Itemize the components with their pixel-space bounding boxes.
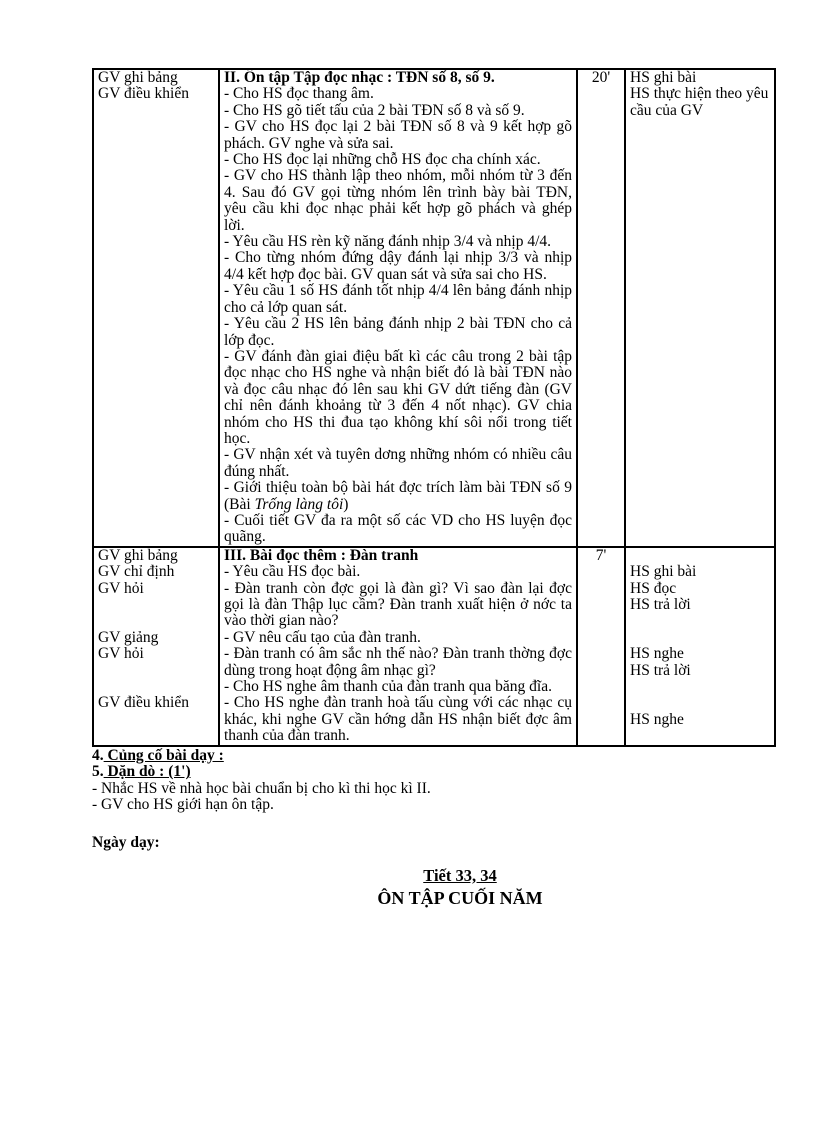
- homework-heading: [92, 764, 768, 781]
- teacher-action: GV ghi bảng: [98, 69, 178, 86]
- homework-note: - Nhắc HS về nhà học bài chuẩn bị cho kì thi học kì II.: [92, 779, 431, 797]
- content-item: - GV đánh đàn giai điệu bất kì các câu trong 2 bài tập đọc nhạc cho HS nghe và nhận biết đó là bài TĐN nào và đọc câu nhạc đó lên sau khi GV dứt tiếng đàn (GV chỉ nên đánh khoảng từ 3 đến 4 nốt nhạc). GV chia nhóm cho HS thi đua tạo không khí sôi nổi trong tiết học.: [224, 347, 572, 447]
- homework-note: - GV cho HS giới hạn ôn tập.: [92, 796, 274, 814]
- content-item: - GV cho HS đọc lại 2 bài TĐN số 8 và 9 kết hợp gõ phách. GV nghe và sửa sai.: [224, 118, 572, 152]
- section-title: III. Bài đọc thêm : Đàn tranh: [224, 546, 419, 564]
- teacher-activity-cell: [93, 69, 219, 547]
- teacher-action: GV hỏi: [98, 579, 144, 597]
- content-item: [224, 480, 572, 513]
- consolidation-heading: [92, 748, 768, 765]
- content-item: - GV nêu cấu tạo của đàn tranh.: [224, 628, 421, 646]
- lesson-closing: [92, 748, 768, 814]
- teacher-action: GV chỉ định: [98, 563, 175, 581]
- lesson-number: Tiết 33, 34: [423, 865, 497, 885]
- content-item: - Đàn tranh có âm sắc nh thế nào? Đàn tranh thờng đợc dùng trong hoạt động âm nhạc gì?: [224, 645, 572, 679]
- lesson-plan-table: [92, 68, 776, 747]
- teaching-date-label: Ngày dạy:: [92, 833, 160, 851]
- content-item: - Cho HS đọc lại những chỗ HS đọc cha chính xác.: [224, 151, 541, 169]
- teacher-activity-cell: [93, 547, 219, 746]
- content-item: - Yêu cầu HS đọc bài.: [224, 563, 361, 581]
- step-number: 4.: [92, 746, 104, 764]
- content-item: - Cho HS gõ tiết tấu của 2 bài TĐN số 8 và số 9.: [224, 101, 525, 119]
- teacher-action: GV ghi bảng: [98, 546, 178, 564]
- closing-paren: ): [343, 495, 349, 513]
- content-item: - GV nhận xét và tuyên dơng những nhóm có nhiều câu đúng nhất.: [224, 446, 572, 480]
- teacher-action: GV điều khiển: [98, 85, 189, 103]
- step-title: Dặn dò : (1'): [103, 763, 191, 781]
- content-item: - Cuối tiết GV đa ra một số các VD cho HS luyện đọc quãng.: [224, 511, 572, 546]
- teacher-action: GV giảng: [98, 628, 159, 646]
- content-item: - Cho HS nghe âm thanh của đàn tranh qua băng đĩa.: [224, 678, 552, 696]
- student-action: HS nghe: [630, 645, 684, 663]
- time-cell: [577, 69, 625, 547]
- content-cell: [219, 547, 577, 746]
- duration: 20': [591, 69, 611, 86]
- time-cell: [577, 547, 625, 746]
- content-item: - GV cho HS thành lập theo nhóm, mỗi nhóm từ 3 đến 4. Sau đó GV gọi từng nhóm lên trình bày bài TĐN, yêu cầu khi đọc nhạc phải kết hợp gõ phách và ghép lời.: [224, 167, 572, 234]
- teacher-action: GV hỏi: [98, 645, 144, 663]
- section-title: II. Ôn tập Tập đọc nhạc : TĐN số 8, số 9.: [224, 69, 495, 86]
- step-title: Củng cố bài dạy :: [103, 746, 224, 764]
- content-item: - Yêu cầu 2 HS lên bảng đánh nhịp 2 bài TĐN cho cả lớp đọc.: [224, 315, 572, 349]
- content-item-text: - Giới thiệu toàn bộ bài hát đợc trích làm bài TĐN số 9 (Bài: [224, 479, 572, 513]
- student-activity-cell: [625, 547, 775, 746]
- content-item: - Cho từng nhóm đứng dậy đánh lại nhịp 3/3 và nhịp 4/4 kết hợp đọc bài. GV quan sát và sửa sai cho HS.: [224, 249, 572, 283]
- content-cell: [219, 69, 577, 547]
- content-item: - Cho HS đọc thang âm.: [224, 85, 374, 103]
- table-row: [93, 69, 775, 547]
- step-number: 5.: [92, 763, 104, 781]
- student-action: HS nghe: [630, 710, 684, 728]
- student-action: HS ghi bài: [630, 69, 697, 86]
- content-item: - Cho HS nghe đàn tranh hoà tấu cùng với các nhạc cụ khác, khi nghe GV cần hớng dẫn HS nhận biết đợc âm thanh của đàn tranh.: [224, 694, 572, 745]
- content-item: - Đàn tranh còn đợc gọi là đàn gì? Vì sao đàn lại đợc gọi là đàn Thập lục cầm? Đàn tranh xuất hiện ở nớc ta vào thời gian nào?: [224, 579, 572, 630]
- duration: 7': [595, 546, 607, 564]
- lesson-title: ÔN TẬP CUỐI NĂM: [377, 887, 543, 908]
- student-action: HS trả lời: [630, 661, 691, 679]
- song-name: Trống làng tôi: [254, 495, 344, 513]
- teacher-action: GV điều khiển: [98, 694, 189, 712]
- student-action: HS đọc: [630, 579, 677, 597]
- student-action: HS ghi bài: [630, 563, 697, 581]
- student-activity-cell: [625, 69, 775, 547]
- document-page: [92, 68, 768, 909]
- student-action: HS trả lời: [630, 595, 691, 613]
- table-row: [93, 547, 775, 746]
- content-item: - Yêu cầu HS rèn kỹ năng đánh nhịp 3/4 và nhịp 4/4.: [224, 233, 552, 251]
- content-item: - Yêu cầu 1 số HS đánh tốt nhịp 4/4 lên bảng đánh nhịp cho cả lớp quan sát.: [224, 282, 572, 316]
- student-action: HS thực hiện theo yêu cầu của GV: [630, 85, 769, 119]
